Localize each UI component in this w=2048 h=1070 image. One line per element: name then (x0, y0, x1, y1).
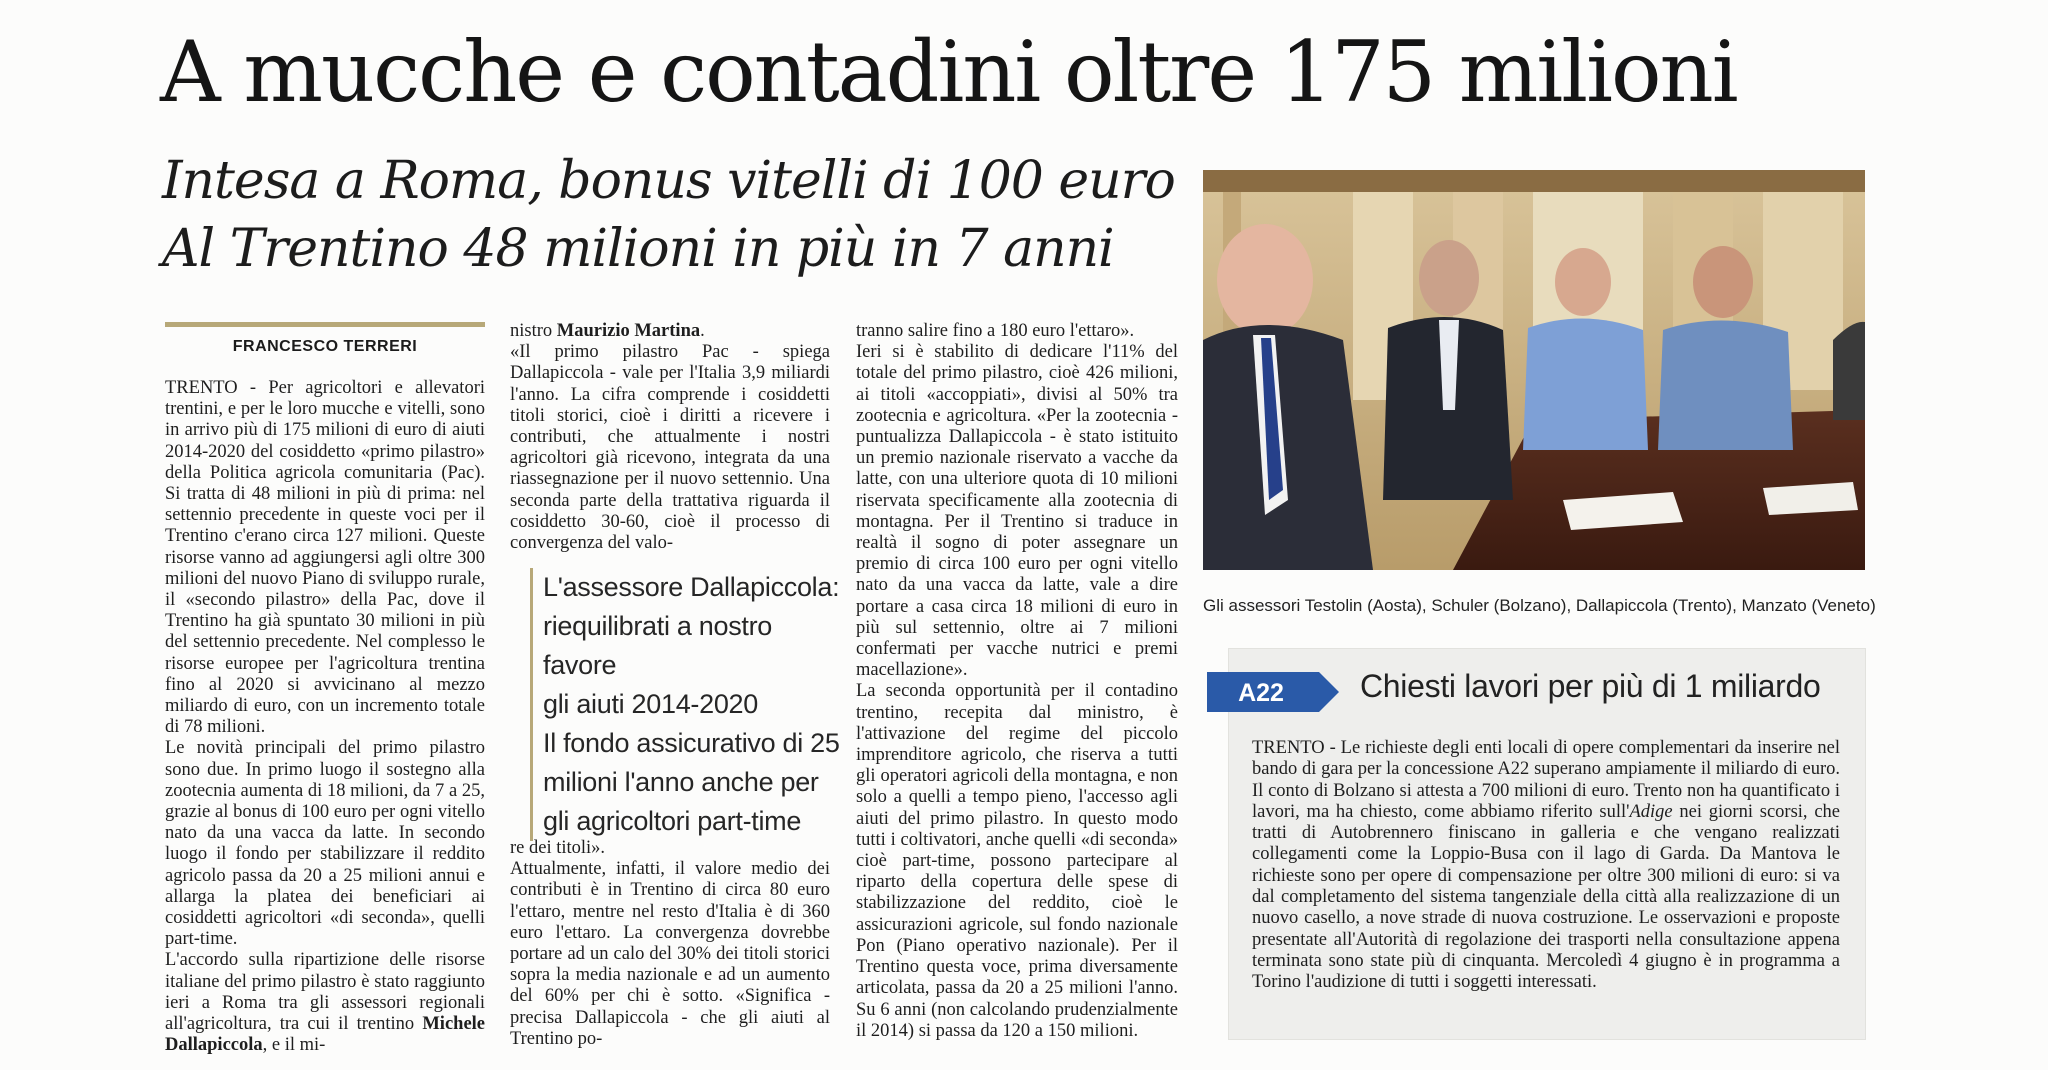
article-paragraph: «Il primo pilastro Pac - spiega Dallapiccola - vale per l'Italia 3,9 miliardi l'anno. La cifra comprende i cosiddetti titoli storici, cioè i diritti a ricevere i contributi, che attualmente i nostri agricoltori già ricevono, integrata da una riassegnazione per il nuovo settennio. Una seconda parte della trattativa riguarda il cosiddetto 30-60, cioè il processo di convergenza del valo- (510, 342, 830, 554)
sidebar-text: nei giorni scorsi, che tratti di Autobrennero finiscano in galleria e che vengano realizzati collegamenti come la Loppio-Busa con il lago di Garda. Da Mantova le richieste sono per opere di compensazione per oltre 300 milioni di euro: si va dal completamento del sistema tangenziale della città alla realizzazione di un nuovo casello, a nove strade di nuova costruzione. Le osservazioni e proposte presentate all'Autorità di regolazione dei trasporti nella consultazione appena terminata sono state più di cinquanta. Mercoledì 4 giugno è in programma a Torino l'audizione di tutti i soggetti interessati. (1252, 801, 1840, 993)
sidebar-paragraph (1252, 738, 1840, 994)
photo-caption: Gli assessori Testolin (Aosta), Schuler (Bolzano), Dallapiccola (Trento), Manzato (Veneto) (1203, 596, 1876, 615)
article-text: , e il mi- (262, 1035, 326, 1056)
person-name: Maurizio Martina (556, 321, 701, 341)
article-text: L'accordo sulla ripartizione delle risorse italiane del primo pilastro è stato raggiunto ieri a Roma tra gli assessori regionali all'agricoltura, tra cui il trentino (165, 950, 485, 1035)
article-column-1 (165, 378, 485, 1057)
sidebar-tag (1207, 672, 1339, 717)
sidebar-body (1252, 738, 1840, 994)
article-column-2-bottom (510, 838, 830, 1050)
article-column-2-top (510, 321, 830, 554)
headline: A mucche e contadini oltre 175 milioni (160, 23, 1737, 121)
article-paragraph: re dei titoli». (510, 838, 606, 858)
subheadline-2: Al Trentino 48 milioni in più in 7 anni (162, 219, 1114, 279)
byline-rule (165, 322, 485, 327)
article-paragraph (165, 950, 485, 1056)
article-paragraph: Attualmente, infatti, il valore medio dei contributi è in Trentino di circa 80 euro l'ettaro, mentre nel resto d'Italia è di 360 euro l'ettaro. La convergenza dovrebbe portare ad un calo del 30% dei titoli storici sopra la media nazionale e ad un aumento del 60% per chi è sotto. «Significa - precisa Dallapiccola - che gli aiuti al Trentino po- (510, 859, 830, 1049)
pull-quote-line: milioni l'anno anche per (543, 767, 819, 797)
pull-quote-line: gli agricoltori part-time (543, 806, 802, 836)
article-paragraph (510, 321, 830, 342)
article-column-3 (856, 321, 1178, 1042)
subheadline-1: Intesa a Roma, bonus vitelli di 100 euro (162, 151, 1175, 211)
article-text: . (700, 321, 705, 341)
pull-quote-line: L'assessore Dallapiccola: (543, 572, 840, 602)
newspaper-name: Adige (1629, 801, 1673, 822)
article-text: nistro (510, 321, 553, 341)
pull-quote (530, 568, 848, 841)
a22-tag-arrow (1207, 672, 1339, 712)
news-photo (1203, 170, 1865, 570)
byline: FRANCESCO TERRERI (232, 338, 418, 355)
article-paragraph: tranno salire fino a 180 euro l'ettaro». (856, 321, 1135, 341)
sidebar-title: Chiesti lavori per più di 1 miliardo (1360, 668, 1821, 704)
article-paragraph: Ieri si è stabilito di dedicare l'11% del totale del primo pilastro, cioè 426 milioni, ai titoli «accoppiati», divisi al 50% tra zootecnia e agricoltura. «Per la zootecnia - puntualizza Dallapiccola - è stato istituito un premio nazionale riservato a vacche da latte, con una ulteriore quota di 10 milioni riservata specificamente alla zootecnia di montagna. Per il Trentino si traduce in realtà il sogno di poter assegnare un premio di circa 100 euro per ogni vitello nato da una vacca da latte, vale a dire portare a casa circa 18 milioni di euro in più sul settennio, oltre ai 7 milioni confermati per vacche nutrici e premi macellazione». (856, 342, 1178, 681)
pull-quote-line: Il fondo assicurativo di 25 (543, 728, 840, 758)
pull-quote-line: riequilibrati a nostro favore (543, 611, 773, 680)
sidebar-tag-label: A22 (1238, 679, 1284, 707)
article-paragraph: TRENTO - Per agricoltori e allevatori trentini, e per le loro mucche e vitelli, sono in arrivo più di 175 milioni di euro di aiuti 2014-2020 del cosiddetto «primo pilastro» della Politica agricola comunitaria (Pac). Si tratta di 48 milioni in più di prima: nel settennio precedente in queste voci per il Trentino c'erano circa 127 milioni. Queste risorse vanno ad aggiungersi agli oltre 300 milioni del nuovo Piano di sviluppo rurale, il «secondo pilastro» della Pac, dove il Trentino ha già spuntato 30 milioni in più del settennio precedente. Nel complesso le risorse europee per l'agricoltura trentina fino al 2020 si avvicinano al mezzo miliardo di euro, con un incremento totale di 78 milioni. (165, 378, 485, 738)
sidebar-text: TRENTO - Le richieste degli enti locali di opere complementari da inserire nel bando di gara per la concessione A22 superano ampiamente il miliardo di euro. Il conto di Bolzano si attesta a 700 milioni di euro. Trento non ha quantificato i lavori, ma ha chiesto, come abbiamo riferito sull' (1252, 738, 1840, 822)
pull-quote-line: gli aiuti 2014-2020 (543, 689, 758, 719)
photo-illustration (1203, 170, 1865, 570)
article-paragraph: La seconda opportunità per il contadino trentino, recepita dal ministro, è l'attivazione del regime del piccolo imprenditore agricolo, che riserva a tutti gli operatori agricoli della montagna, e non solo a quelli a tempo pieno, l'accesso agli aiuti del primo pilastro. In questo modo tutti i coltivatori, anche quelli «di seconda» cioè part-time, possono partecipare al riparto della copertura delle spese di stabilizzazione del reddito, cioè le assicurazioni agricole, sul fondo nazionale Pon (Piano operativo nazionale). Per il Trentino questa voce, prima diversamente articolata, passa da 20 a 25 milioni l'anno. Su 6 anni (non calcolando prudenzialmente il 2014) si passa da 120 a 150 milioni. (856, 681, 1178, 1041)
person-name: Michele Dallapiccola (165, 1014, 486, 1056)
article-paragraph: Le novità principali del primo pilastro sono due. In primo luogo il sostegno alla zootecnia aumenta di 18 milioni, da 7 a 25, grazie al bonus di 100 euro per ogni vitello nato da una vacca da latte. In secondo luogo il fondo per stabilizzare il reddito agricolo passa da 20 a 25 milioni annui e allarga la platea dei beneficiari ai cosiddetti agricoltori «di seconda», quelli part-time. (165, 738, 485, 950)
